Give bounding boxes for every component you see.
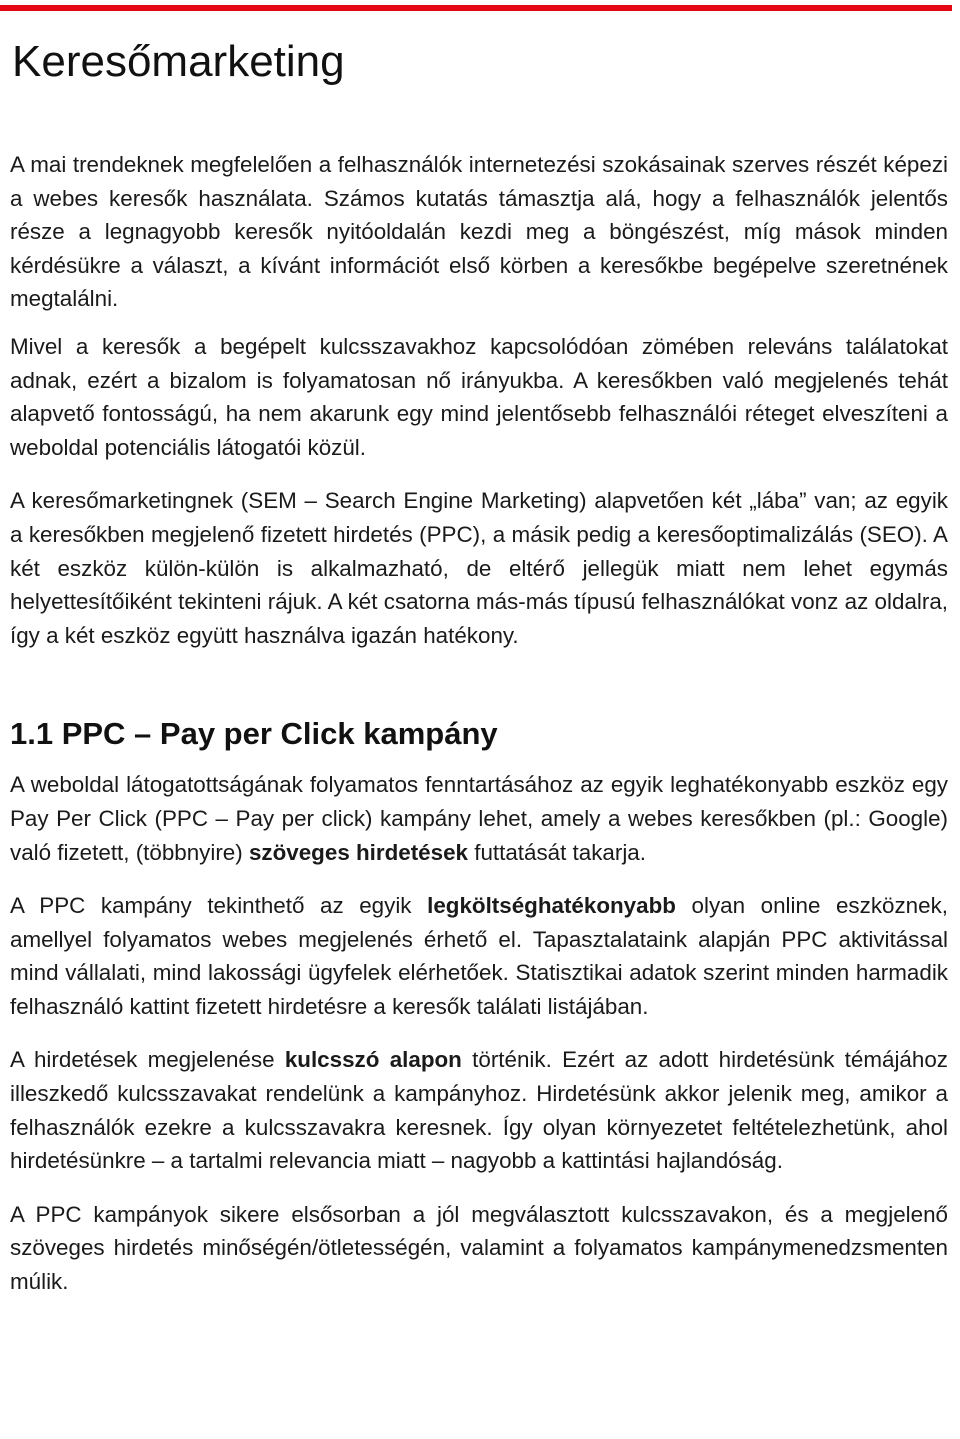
ppc-paragraph-1-text-b: futtatását takarja. xyxy=(468,839,646,865)
ppc-paragraph-1-text-a: A weboldal látogatottságának folyamatos fenntartásához az egyik leghatékonyabb eszköz egy Pay Per Click (PPC – Pay per click) kampány lehet, amely a webes keresőkben (pl.: Google) való fizetett, (többnyire) xyxy=(10,772,948,865)
section-heading-ppc: 1.1 PPC – Pay per Click kampány xyxy=(10,716,498,752)
document-body xyxy=(10,148,948,1319)
intro-paragraph-3: A keresőmarketingnek (SEM – Search Engine Marketing) alapvetően két „lába” van; az egyik a keresőkben megjelenő fizetett hirdetés (PPC), a másik pedig a keresőoptimalizálás (SEO). A két eszköz külön-külön is alkalmazható, de eltérő jellegük miatt nem lehet egymás helyettesítőiként tekinteni rájuk. A két csatorna más-más típusú felhasználókat vonz az oldalra, így a két eszköz együtt használva igazán hatékony. xyxy=(10,488,948,648)
ppc-paragraph-3-text-b: történik. Ezért az adott hirdetésünk témájához illeszkedő kulcsszavakat rendelünk a kampányhoz. Hirdetésünk akkor jelenik meg, amikor a felhasználók ezekre a kulcsszavakra keresnek. Így olyan környezetet feltételezhetünk, ahol hirdetésünkre – a tartalmi relevancia miatt – nagyobb a kattintási hajlandóság. xyxy=(10,1047,948,1174)
header-accent-rule xyxy=(0,5,952,11)
ppc-paragraph-2-text-a: A PPC kampány tekinthető az egyik xyxy=(10,893,428,919)
ppc-paragraph-1 xyxy=(10,768,948,869)
ppc-paragraph-2-emphasis: legköltséghatékonyabb xyxy=(427,893,676,919)
ppc-paragraph-2-text-b: olyan online eszköznek, amellyel folyamatos webes megjelenés érhető el. Tapasztalataink alapján PPC aktivitással mind vállalati, mind lakossági ügyfelek elérhetőek. Statisztikai adatok szerint minden harmadik felhasználó kattint fizetett hirdetésre a keresők találati listájában. xyxy=(10,893,948,1019)
intro-paragraph-1: A mai trendeknek megfelelően a felhasználók internetezési szokásainak szerves részét képezi a webes keresők használata. Számos kutatás támasztja alá, hogy a felhasználók jelentős része a legnagyobb keresők nyitóoldalán kezdi meg a böngészést, míg mások minden kérdésükre a választ, a kívánt információt első körben a keresőkbe begépelve szeretnének megtalálni. xyxy=(10,152,948,312)
ppc-paragraph-1-emphasis: szöveges hirdetések xyxy=(248,839,468,865)
intro-paragraph-2: Mivel a keresők a begépelt kulcsszavakhoz kapcsolódóan zömében releváns találatokat adnak, ezért a bizalom is folyamatosan nő irányukba. A keresőkben való megjelenés tehát alapvető fontosságú, ha nem akarunk egy mind jelentősebb felhasználói réteget elveszíteni a weboldal potenciális látogatói közül. xyxy=(10,333,948,460)
ppc-paragraph-3 xyxy=(10,1043,948,1177)
ppc-paragraph-2 xyxy=(10,889,948,1023)
ppc-paragraph-4: A PPC kampányok sikere elsősorban a jól megválasztott kulcsszavakon, és a megjelenő szöveges hirdetés minőségén/ötletességén, valamint a folyamatos kampánymenedzsmenten múlik. xyxy=(10,1201,948,1295)
ppc-paragraph-3-emphasis: kulcsszó alapon xyxy=(284,1047,462,1073)
document-title: Keresőmarketing xyxy=(12,37,345,86)
ppc-paragraph-3-text-a: A hirdetések megjelenése xyxy=(10,1047,285,1073)
